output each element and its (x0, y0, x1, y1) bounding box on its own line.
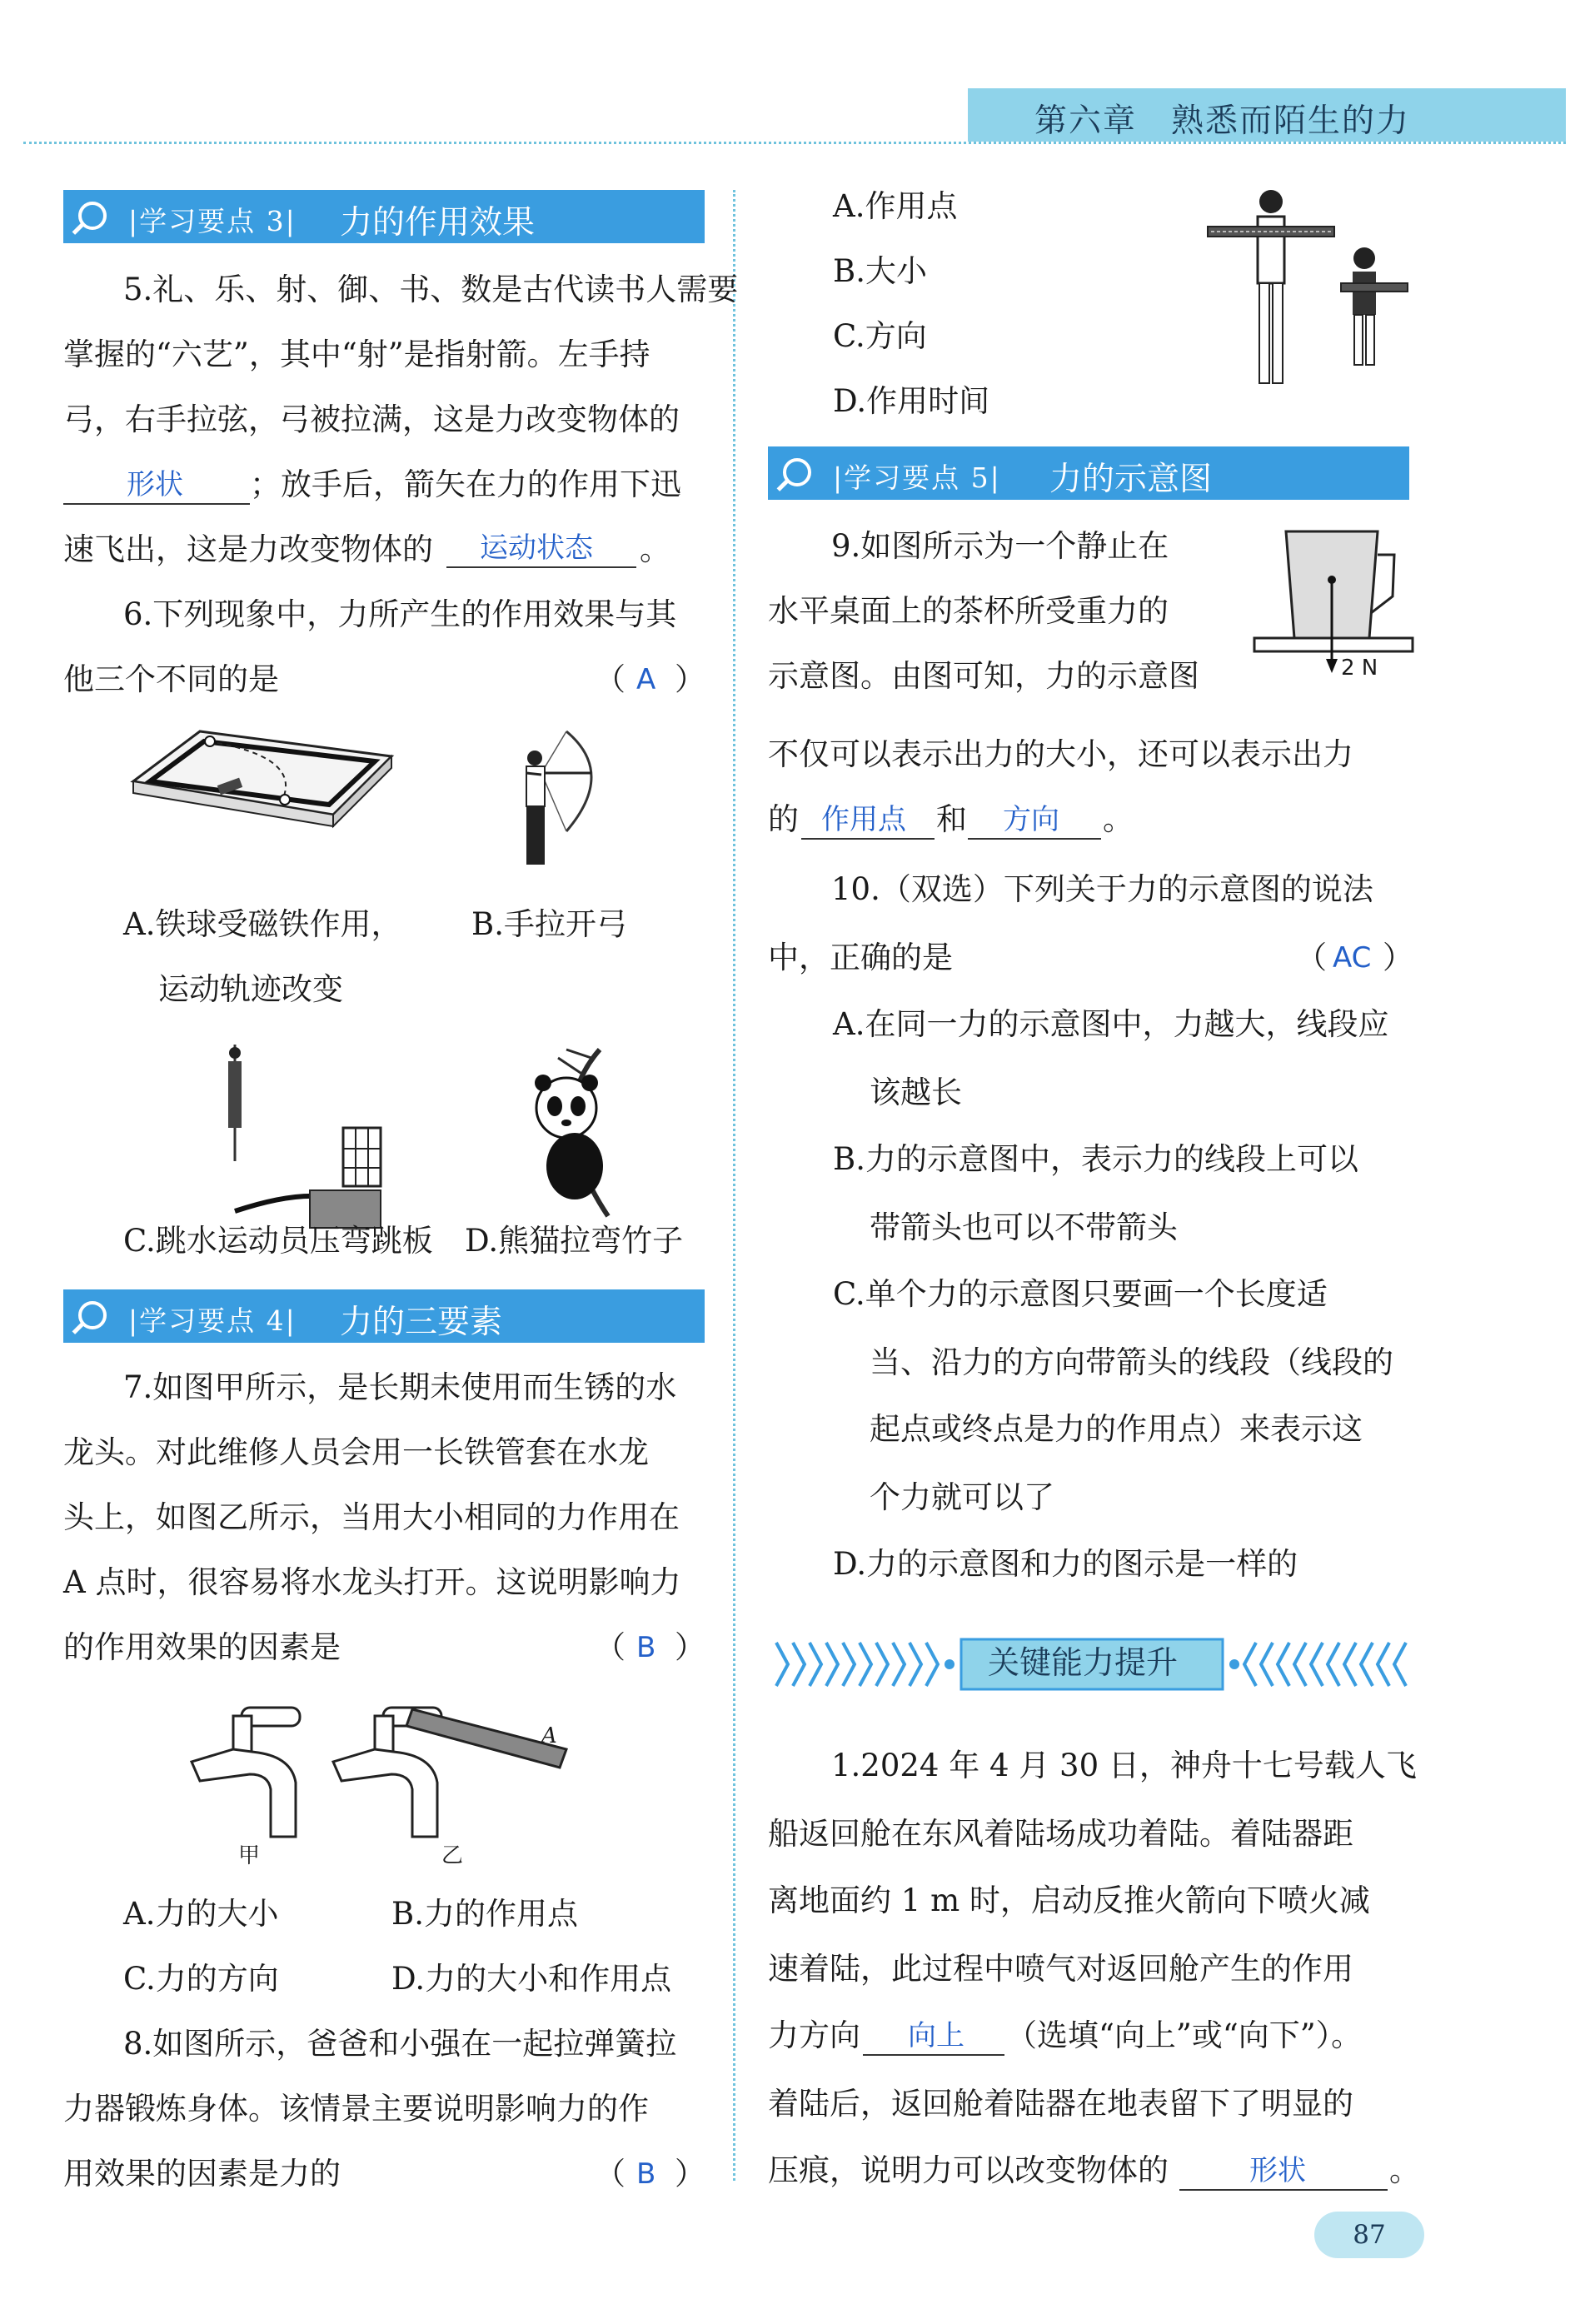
q9-line3: 示意图。由图可知，力的示意图 (768, 658, 1199, 694)
q10-option-a-cont: 该越长 (870, 1075, 962, 1110)
q5-line4: ；放手后，箭矢在力的作用下迅 (250, 466, 681, 502)
q8-paren-right: ） (675, 2156, 705, 2192)
teacup-gravity-figure (1253, 521, 1419, 680)
q6-answer: A (636, 663, 656, 696)
q10-option-c: C.单个力的示意图只要画一个长度适 (833, 1276, 1328, 1312)
section-number: |学习要点 5| (833, 461, 1001, 494)
chapter-title: 第六章 熟悉而陌生的力 (1034, 102, 1411, 140)
q6-line2: 他三个不同的是 (63, 661, 279, 697)
q9-answer1: 作用点 (821, 803, 906, 836)
k1-line5-cont: （选填“向上”或“向下”）。 (1006, 2017, 1363, 2053)
figure-label-jia: 甲 (238, 1843, 261, 1868)
k1-blank2 (1179, 2189, 1388, 2191)
archer-figure (508, 723, 616, 873)
k1-line7: 压痕，说明力可以改变物体的 (768, 2152, 1169, 2188)
q5-blank2 (446, 566, 636, 568)
q10-paren-right: ） (1383, 940, 1413, 975)
k1-line5: 力方向 (768, 2017, 860, 2053)
q9-line5: 的 (768, 801, 799, 837)
q6-paren-left: （ (595, 661, 626, 697)
q8-line3: 用效果的因素是力的 (63, 2156, 341, 2192)
chapter-header-tab (968, 88, 1566, 142)
magnifier-icon (78, 1301, 107, 1329)
q7-option-c: C.力的方向 (123, 1961, 279, 1997)
q10-option-b: B.力的示意图中，表示力的线段上可以 (833, 1141, 1358, 1177)
q9-line5-end: 。 (1103, 801, 1134, 837)
q8-answer: B (636, 2157, 656, 2191)
k1-line1: 1.2024 年 4 月 30 日，神舟十七号载人飞 (831, 1748, 1417, 1783)
k1-line4: 速着陆，此过程中喷气对返回舱产生的作用 (768, 1951, 1353, 1987)
q10-option-b-cont: 带箭头也可以不带箭头 (870, 1209, 1178, 1245)
q10-option-a: A.在同一力的示意图中，力越大，线段应 (833, 1006, 1389, 1042)
q10-option-c-cont3: 个力就可以了 (870, 1479, 1054, 1515)
k1-line2: 船返回舱在东风着陆场成功着陆。着陆器距 (768, 1816, 1353, 1852)
section-title: 力的三要素 (340, 1304, 503, 1341)
q9-blank1 (801, 838, 935, 840)
k1-line3: 离地面约 1 m 时，启动反推火箭向下喷火减 (768, 1883, 1370, 1918)
q9-blank2 (968, 838, 1101, 840)
q9-line5-and: 和 (936, 801, 967, 837)
q5-line5: 速飞出，这是力改变物体的 (63, 531, 433, 567)
figure-label-yi: 乙 (441, 1843, 464, 1868)
column-divider (733, 190, 735, 2181)
point-a-label: A (541, 1723, 557, 1748)
q7-line2: 龙头。对此维修人员会用一长铁管套在水龙 (63, 1434, 649, 1470)
magnifier-icon (783, 458, 811, 486)
k1-line7-end: 。 (1389, 2152, 1420, 2188)
spring-expander-figure (1199, 183, 1449, 400)
q7-paren-left: （ (595, 1629, 626, 1665)
k1-answer1: 向上 (908, 2019, 964, 2052)
section-bar-3 (63, 190, 705, 243)
q5-line5-end: 。 (640, 531, 670, 567)
q7-answer: B (636, 1631, 656, 1664)
q7-line3: 头上，如图乙所示，当用大小相同的力作用在 (63, 1499, 680, 1535)
page-number: 87 (1314, 2212, 1424, 2258)
q6-option-b: B.手拉开弓 (471, 906, 627, 942)
q5-answer2: 运动状态 (480, 531, 593, 565)
q7-option-d: D.力的大小和作用点 (391, 1961, 672, 1997)
q6-option-a-cont: 运动轨迹改变 (158, 971, 343, 1007)
q6-option-d: D.熊猫拉弯竹子 (465, 1223, 684, 1259)
q8-option-c: C.方向 (833, 318, 927, 354)
k1-blank1 (863, 2054, 1004, 2056)
q5-line3: 弓，右手拉弦，弓被拉满，这是力改变物体的 (63, 401, 680, 437)
q9-line1: 9.如图所示为一个静止在 (831, 528, 1169, 564)
k1-line6: 着陆后，返回舱着陆器在地表留下了明显的 (768, 2086, 1353, 2122)
q10-option-c-cont1: 当、沿力的方向带箭头的线段（线段的 (870, 1344, 1393, 1380)
q7-line5: 的作用效果的因素是 (63, 1629, 341, 1665)
q5-answer1: 形状 (127, 468, 183, 501)
section-bar-4 (63, 1289, 705, 1343)
q7-option-a: A.力的大小 (123, 1896, 279, 1932)
q5-line1: 5.礼、乐、射、御、书、数是古代读书人需要 (123, 272, 739, 307)
q7-paren-right: ） (675, 1629, 705, 1665)
q10-line1: 10.（双选）下列关于力的示意图的说法 (831, 871, 1373, 907)
q10-line2: 中，正确的是 (768, 940, 953, 975)
section-title: 力的作用效果 (340, 204, 536, 242)
q7-line1: 7.如图甲所示，是长期未使用而生锈的水 (123, 1369, 677, 1405)
q8-paren-left: （ (595, 2156, 626, 2192)
q8-option-b: B.大小 (833, 253, 927, 289)
q7-option-b: B.力的作用点 (391, 1896, 578, 1932)
q9-line2: 水平桌面上的茶杯所受重力的 (768, 593, 1169, 629)
panda-bamboo-figure (516, 1041, 633, 1224)
q6-option-a: A.铁球受磁铁作用， (123, 906, 402, 942)
q7-line4: A 点时，很容易将水龙头打开。这说明影响力 (63, 1564, 681, 1600)
q8-line1: 8.如图所示，爸爸和小强在一起拉弹簧拉 (123, 2026, 677, 2062)
faucet-figure (183, 1691, 583, 1841)
q8-option-a: A.作用点 (833, 188, 958, 224)
force-magnitude-label: 2 N (1341, 656, 1378, 681)
magnifier-icon (78, 202, 107, 230)
q5-blank1 (63, 503, 250, 505)
section-number: |学习要点 4| (128, 1304, 297, 1337)
q10-option-d: D.力的示意图和力的图示是一样的 (833, 1546, 1298, 1582)
q10-option-c-cont2: 起点或终点是力的作用点）来表示这 (870, 1411, 1363, 1447)
key-ability-title: 关键能力提升 (988, 1644, 1179, 1681)
q9-answer2: 方向 (1003, 803, 1059, 836)
q9-line4: 不仅可以表示出力的大小，还可以表示出力 (768, 736, 1353, 772)
q6-option-c: C.跳水运动员压弯跳板 (123, 1223, 433, 1259)
section-number: |学习要点 3| (128, 205, 297, 237)
magnet-table-figure (125, 723, 400, 840)
k1-answer2: 形状 (1249, 2154, 1306, 2187)
header-divider (23, 142, 1566, 144)
section-title: 力的示意图 (1049, 461, 1213, 498)
q8-line2: 力器锻炼身体。该情景主要说明影响力的作 (63, 2091, 649, 2127)
q6-line1: 6.下列现象中，力所产生的作用效果与其 (123, 596, 677, 632)
diver-figure (218, 1036, 385, 1236)
q10-paren-left: （ (1296, 940, 1327, 975)
q8-option-d: D.作用时间 (833, 383, 990, 419)
section-bar-5 (768, 446, 1409, 500)
q10-answer: AC (1333, 941, 1372, 975)
q5-line2: 掌握的“六艺”，其中“射”是指射箭。左手持 (63, 337, 650, 372)
q6-paren-right: ） (675, 661, 705, 697)
